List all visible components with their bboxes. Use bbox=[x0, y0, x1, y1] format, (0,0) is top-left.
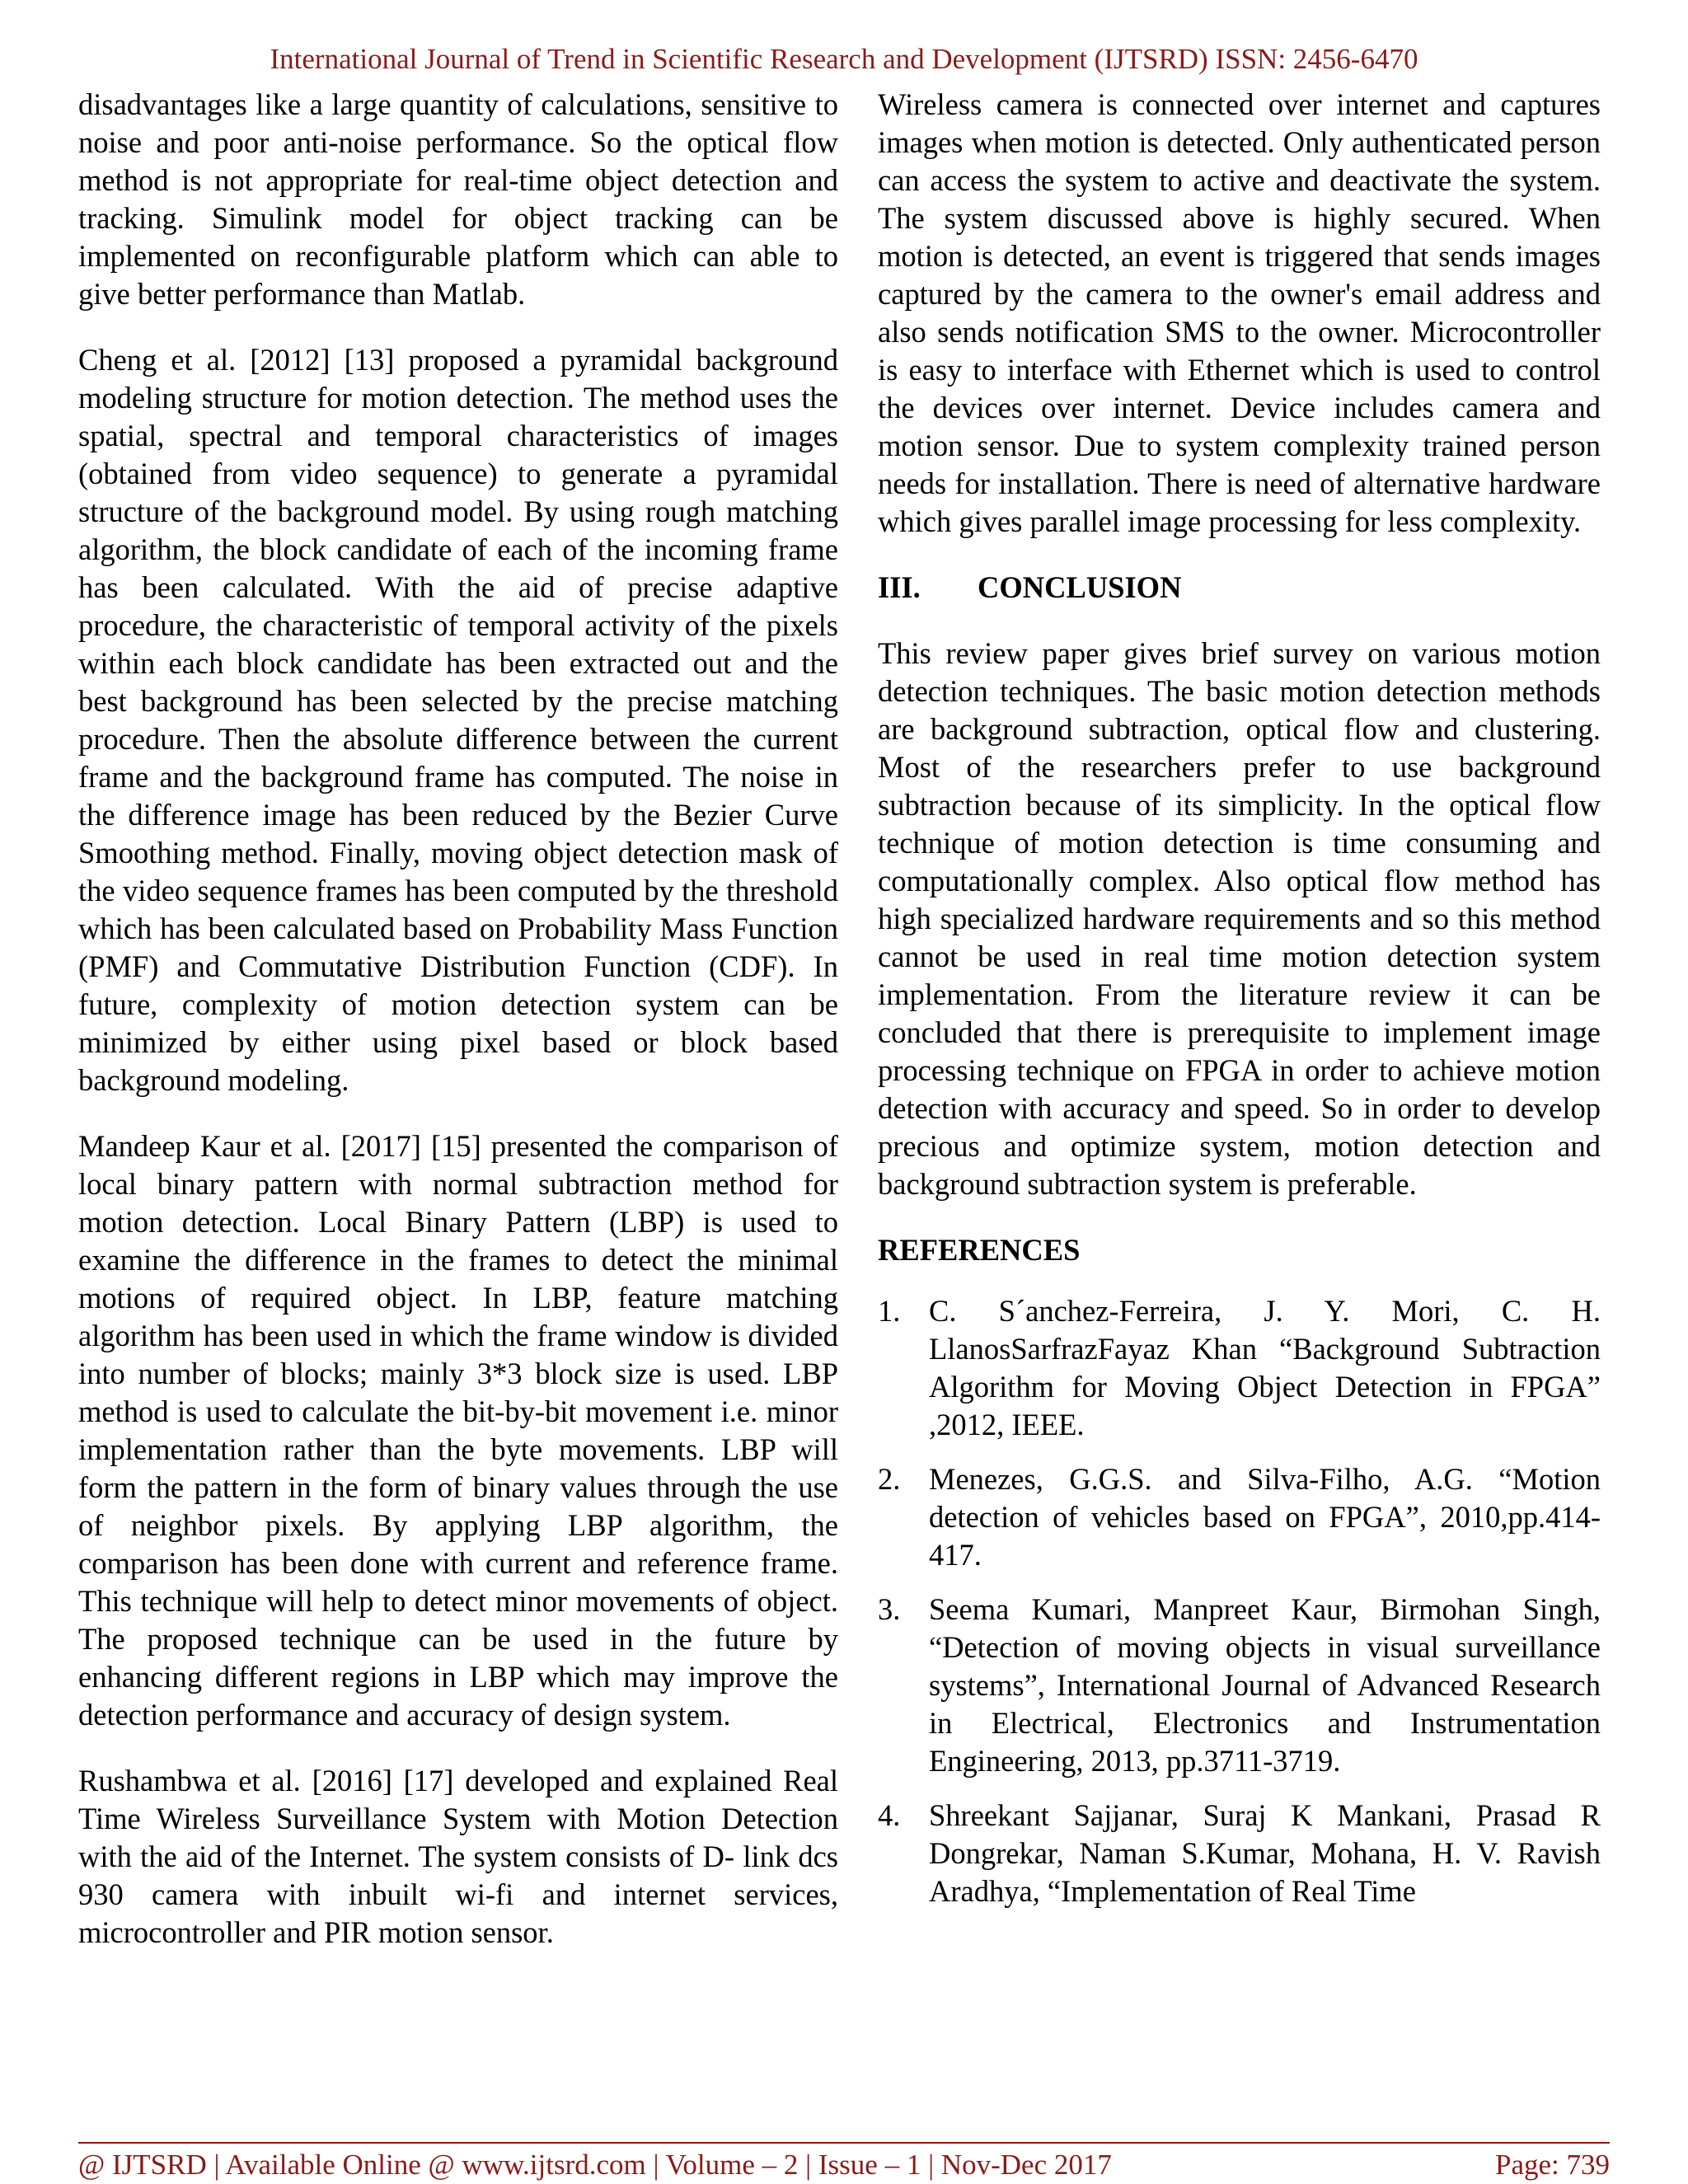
references-heading: REFERENCES bbox=[878, 1233, 1081, 1267]
reference-text: C. S´anchez-Ferreira, J. Y. Mori, C. H. LlanosSarfrazFayaz Khan “Background Subtraction Algorithm for Moving Object Detection in FPGA” ,2012, IEEE. bbox=[929, 1294, 1601, 1441]
paragraph: Mandeep Kaur et al. [2017] [15] presented the comparison of local binary pattern with normal subtraction method for motion detection. Local Binary Pattern (LBP) is used to examine the difference in the frames to detect the minimal motions of required object. In LBP, feature matching algorithm has been used in which the frame window is divided into number of blocks; mainly 3*3 block size is used. LBP method is used to calculate the bit-by-bit movement i.e. minor implementation rather than the byte movements. LBP will form the pattern in the form of binary values through the use of neighbor pixels. By applying LBP algorithm, the comparison has been done with current and reference frame. This technique will help to detect minor movements of object. The proposed technique can be used in the future by enhancing different regions in LBP which may improve the detection performance and accuracy of design system. bbox=[78, 1129, 838, 1732]
reference-number: 3. bbox=[878, 1592, 901, 1626]
references-list bbox=[878, 1292, 1601, 1910]
journal-header: International Journal of Trend in Scientific Research and Development (IJTSRD) ISSN: 2456-6470 bbox=[270, 43, 1418, 75]
reference-item bbox=[878, 1292, 1601, 1444]
page-footer bbox=[78, 2147, 1610, 2183]
reference-text: Shreekant Sajjanar, Suraj K Mankani, Prasad R Dongrekar, Naman S.Kumar, Mohana, H. V. Ravish Aradhya, “Implementation of Real Time bbox=[929, 1798, 1601, 1908]
reference-number: 1. bbox=[878, 1294, 901, 1328]
reference-text: Menezes, G.G.S. and Silva-Filho, A.G. “Motion detection of vehicles based on FPGA”, 2010,pp.414-417. bbox=[929, 1462, 1601, 1572]
reference-number: 2. bbox=[878, 1462, 901, 1496]
paragraph: This review paper gives brief survey on various motion detection techniques. The basic motion detection methods are background subtraction, optical flow and clustering. Most of the researchers prefer to use background subtraction because of its simplicity. In the optical flow technique of motion detection is time consuming and computationally complex. Also optical flow method has high specialized hardware requirements and so this method cannot be used in real time motion detection system implementation. From the literature review it can be concluded that there is prerequisite to implement image processing technique on FPGA in order to achieve motion detection with accuracy and speed. So in order to develop precious and optimize system, motion detection and background subtraction system is preferable. bbox=[878, 636, 1601, 1201]
paragraph: disadvantages like a large quantity of calculations, sensitive to noise and poor anti-noise performance. So the optical flow method is not appropriate for real-time object detection and tracking. Simulink model for object tracking can be implemented on reconfigurable platform which can able to give better performance than Matlab. bbox=[78, 87, 838, 311]
paragraph: Cheng et al. [2012] [13] proposed a pyramidal background modeling structure for motion detection. The method uses the spatial, spectral and temporal characteristics of images (obtained from video sequence) to generate a pyramidal structure of the background model. By using rough matching algorithm, the block candidate of each of the incoming frame has been calculated. With the aid of precise adaptive procedure, the characteristic of temporal activity of the pixels within each block candidate has been extracted out and the best background has been selected by the precise matching procedure. Then the absolute difference between the current frame and the background frame has computed. The noise in the difference image has been reduced by the Bezier Curve Smoothing method. Finally, moving object detection mask of the video sequence frames has been computed by the threshold which has been calculated based on Probability Mass Function (PMF) and Commutative Distribution Function (CDF). In future, complexity of motion detection system can be minimized by either using pixel based or block based background modeling. bbox=[78, 343, 838, 1097]
reference-number: 4. bbox=[878, 1798, 901, 1832]
reference-item bbox=[878, 1460, 1601, 1574]
reference-text: Seema Kumari, Manpreet Kaur, Birmohan Singh, “Detection of moving objects in visual surveillance systems”, International Journal of Advanced Research in Electrical, Electronics and Instrumentation Engineering, 2013, pp.3711-3719. bbox=[929, 1592, 1601, 1778]
paragraph: Rushambwa et al. [2016] [17] developed and explained Real Time Wireless Surveillance System with Motion Detection with the aid of the Internet. The system consists of D- link dcs 930 camera with inbuilt wi-fi and internet services, microcontroller and PIR motion sensor. bbox=[78, 1764, 838, 1949]
paragraph: Wireless camera is connected over internet and captures images when motion is detected. Only authenticated person can access the system to active and deactivate the system. The system discussed above is highly secured. When motion is detected, an event is triggered that sends images captured by the camera to the owner's email address and also sends notification SMS to the owner. Microcontroller is easy to interface with Ethernet which is used to control the devices over internet. Device includes camera and motion sensor. Due to system complexity trained person needs for installation. There is need of alternative hardware which gives parallel image processing for less complexity. bbox=[878, 87, 1601, 538]
section-number: III. bbox=[878, 570, 921, 604]
section-heading bbox=[878, 569, 1601, 607]
page-number: Page: 739 bbox=[1494, 2149, 1610, 2181]
reference-item bbox=[878, 1591, 1601, 1780]
footer-info: @ IJTSRD | Available Online @ www.ijtsrd.com | Volume – 2 | Issue – 1 | Nov-Dec 2017 bbox=[78, 2149, 1112, 2181]
right-column bbox=[878, 86, 1601, 1927]
left-column bbox=[78, 86, 838, 1952]
reference-item bbox=[878, 1797, 1601, 1910]
footer-divider bbox=[78, 2142, 1610, 2144]
section-title: CONCLUSION bbox=[978, 570, 1182, 604]
